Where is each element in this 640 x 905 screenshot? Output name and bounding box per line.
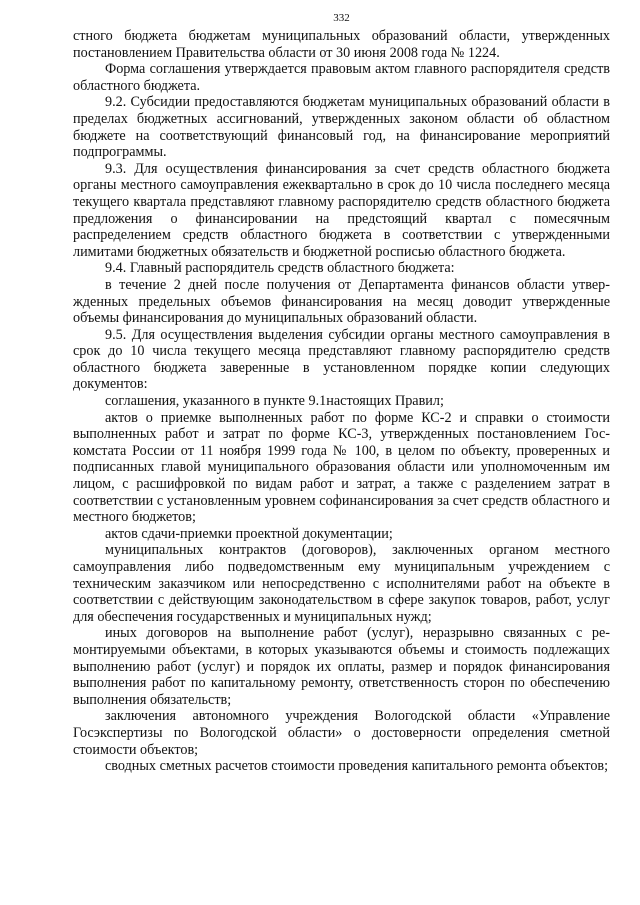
- paragraph: стного бюджета бюджетам муниципальных образований области, утвержденных постановлением Правительства области от 30 июня 2008 года № 1224.: [73, 28, 610, 61]
- paragraph: актов о приемке выполненных работ по форме КС-2 и справки о стоимости выполненных работ и затрат по форме КС-3, утвержденных постановлением Госкомстата России от 11 ноября 1999 года № 100, в целом по объекту, проверенных и подписанных главой муниципального образования области или уполномоченным им лицом, с расшифровкой по видам работ и затрат, а также с разделением затрат в соответствии с установленным уровнем софинансирования за счет средств областного и местного бюджетов;: [73, 409, 610, 526]
- paragraph: соглашения, указанного в пункте 9.1настоящих Правил;: [105, 393, 444, 410]
- paragraph: Форма соглашения утверждается правовым актом главного распорядителя средств областного бюджета.: [73, 61, 610, 94]
- paragraph: актов сдачи-приемки проектной документации;: [105, 525, 393, 542]
- page-number: 332: [333, 12, 350, 24]
- paragraph: в течение 2 дней после получения от Департамента финансов области утвержденных предельных объемов финансирования на месяц доводит утвержденные объемы финансирования до муниципальных образований области.: [73, 276, 610, 327]
- paragraph: 9.4. Главный распорядитель средств областного бюджета:: [105, 260, 455, 277]
- paragraph: заключения автономного учреждения Вологодской области «Управление Госэкспертизы по Вологодской области» о достоверности определения сметной стоимости объектов;: [73, 708, 610, 758]
- paragraph: 9.5. Для осуществления выделения субсидии органы местного самоуправления в срок до 10 числа текущего месяца представляют главному распорядителю средств областного бюджета заверенные в установленном порядке копии следующих документов:: [73, 326, 610, 393]
- paragraph: иных договоров на выполнение работ (услуг), неразрывно связанных с ремонтируемыми объектами, в которых указываются объемы и стоимость подлежащих выполнению работ (услуг) и порядок их оплаты, размер и порядок финансирования выполнения работ по капитальному ремонту, ответственность сторон по обеспечению выполнения обязательств;: [73, 625, 610, 708]
- paragraph: 9.3. Для осуществления финансирования за счет средств областного бюджета органы местного самоуправления ежеквартально в срок до 10 числа последнего месяца текущего квартала представляют главному распорядителю средств областного бюджета предложения о финансировании на предстоящий квартал с помесячным распределением средств областного бюджета в соответствии с утвержденными лимитами бюджетных обязательств и бюджетной росписью областного бюджета.: [73, 160, 610, 260]
- paragraph: муниципальных контрактов (договоров), заключенных органом местного самоуправления либо подведомственным ему муниципальным учреждением с техническим заказчиком или непосредственно с исполнителями работ на объекте в соответствии с действующим законодательством в сфере закупок товаров, работ, услуг для обеспечения государственных и муниципальных нужд;: [73, 542, 610, 625]
- paragraph: 9.2. Субсидии предоставляются бюджетам муниципальных образований области в пределах бюджетных ассигнований, утвержденных законом области об областном бюджете на соответствующий финансовый год, на финансирование мероприятий подпрограммы.: [73, 94, 610, 161]
- paragraph: сводных сметных расчетов стоимости проведения капитального ремонта объектов;: [105, 758, 609, 775]
- document-body: [73, 28, 610, 775]
